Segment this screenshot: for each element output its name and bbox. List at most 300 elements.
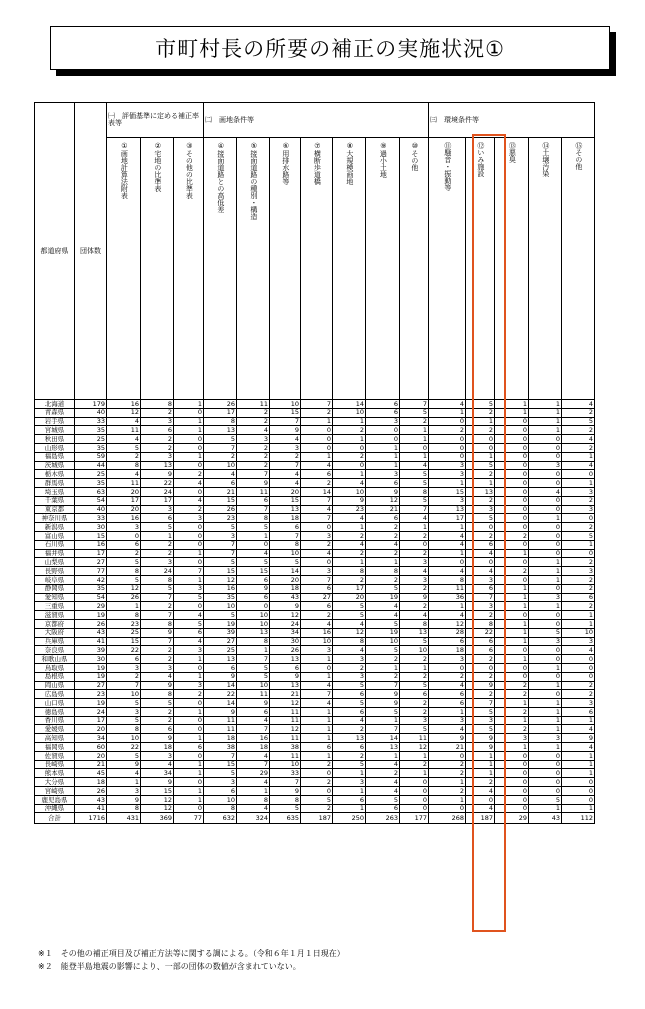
value-cell: 18 (204, 734, 237, 743)
value-cell: 1 (466, 751, 495, 760)
value-cell: 3 (174, 514, 204, 523)
value-cell: 1 (466, 760, 495, 769)
value-cell: 187 (466, 813, 495, 824)
table-row (35, 760, 595, 769)
value-cell: 20 (333, 593, 366, 602)
value-cell: 4 (333, 540, 366, 549)
value-cell: 0 (529, 584, 562, 593)
value-cell: 1 (529, 743, 562, 752)
value-cell: 0 (495, 417, 529, 426)
column-header-label: ⑪騒音・振動等 (443, 142, 452, 191)
column-header (562, 138, 595, 400)
table-row (35, 593, 595, 602)
value-cell: 3 (495, 734, 529, 743)
footnote: ※２ 能登半島地震の影響により、一部の団体の数値が含まれていない。 (38, 962, 301, 971)
value-cell: 2 (429, 769, 466, 778)
prefecture-cell: 長崎県 (35, 760, 75, 769)
value-cell: 26 (107, 593, 141, 602)
value-cell: 1 (174, 707, 204, 716)
value-cell: 0 (400, 540, 429, 549)
value-cell: 1 (141, 531, 174, 540)
value-cell: 8 (237, 795, 270, 804)
value-cell: 1 (366, 716, 400, 725)
value-cell: 3 (141, 558, 174, 567)
value-cell: 2 (301, 611, 333, 620)
value-cell: 26 (75, 619, 107, 628)
value-cell: 0 (495, 505, 529, 514)
value-cell: 1 (429, 408, 466, 417)
value-cell: 25 (204, 646, 237, 655)
value-cell: 8 (204, 804, 237, 813)
value-cell: 3 (429, 470, 466, 479)
value-cell: 5 (366, 619, 400, 628)
value-cell: 35 (204, 593, 237, 602)
value-cell: 4 (562, 400, 595, 409)
value-cell: 4 (466, 549, 495, 558)
value-cell: 1 (495, 602, 529, 611)
value-cell: 3 (107, 663, 141, 672)
prefecture-cell: 合計 (35, 813, 75, 824)
table-row (35, 769, 595, 778)
value-cell: 4 (270, 435, 301, 444)
value-cell: 9 (237, 699, 270, 708)
value-cell: 1 (429, 778, 466, 787)
table-row (35, 540, 595, 549)
value-cell: 1 (174, 760, 204, 769)
value-cell: 2 (466, 672, 495, 681)
value-cell: 9 (366, 699, 400, 708)
value-cell: 0 (495, 426, 529, 435)
value-cell: 6 (301, 470, 333, 479)
value-cell: 10 (107, 734, 141, 743)
value-cell: 4 (107, 417, 141, 426)
value-cell: 2 (237, 417, 270, 426)
value-cell: 5 (466, 461, 495, 470)
value-cell: 0 (529, 646, 562, 655)
table-row (35, 804, 595, 813)
prefecture-cell: 宮城県 (35, 426, 75, 435)
value-cell: 0 (400, 787, 429, 796)
value-cell: 2 (333, 426, 366, 435)
value-cell: 0 (529, 760, 562, 769)
value-cell: 13 (270, 681, 301, 690)
value-cell: 7 (204, 443, 237, 452)
value-cell: 5 (333, 699, 366, 708)
value-cell: 9 (466, 681, 495, 690)
value-cell: 4 (366, 760, 400, 769)
table-row (35, 400, 595, 409)
value-cell: 3 (301, 531, 333, 540)
value-cell: 35 (75, 479, 107, 488)
value-cell: 24 (75, 707, 107, 716)
value-cell: 11 (237, 400, 270, 409)
value-cell: 7 (237, 470, 270, 479)
table-row (35, 417, 595, 426)
value-cell: 7 (301, 400, 333, 409)
value-cell: 0 (174, 699, 204, 708)
value-cell: 0 (495, 452, 529, 461)
value-cell: 7 (141, 611, 174, 620)
value-cell: 2 (366, 523, 400, 532)
table-row (35, 470, 595, 479)
value-cell: 1 (301, 452, 333, 461)
value-cell: 5 (174, 619, 204, 628)
value-cell: 20 (107, 487, 141, 496)
value-cell: 2 (466, 611, 495, 620)
value-cell: 54 (75, 593, 107, 602)
value-cell: 4 (400, 514, 429, 523)
value-cell: 0 (174, 778, 204, 787)
value-cell: 2 (301, 804, 333, 813)
value-cell: 1 (301, 417, 333, 426)
value-cell: 14 (333, 400, 366, 409)
value-cell: 4 (562, 743, 595, 752)
value-cell: 5 (204, 611, 237, 620)
value-cell: 9 (141, 681, 174, 690)
value-cell: 8 (107, 804, 141, 813)
value-cell: 14 (301, 487, 333, 496)
value-cell: 4 (107, 435, 141, 444)
value-cell: 1 (466, 417, 495, 426)
group-header-environment: ㈢ 環境条件等 (429, 103, 595, 138)
value-cell: 0 (495, 558, 529, 567)
value-cell: 2 (366, 672, 400, 681)
value-cell: 9 (562, 734, 595, 743)
value-cell: 1 (301, 751, 333, 760)
value-cell: 0 (562, 549, 595, 558)
value-cell: 0 (562, 655, 595, 664)
value-cell: 40 (75, 505, 107, 514)
value-cell: 0 (495, 672, 529, 681)
value-cell: 2 (141, 549, 174, 558)
header-count: 団体数 (75, 103, 107, 400)
value-cell: 6 (429, 699, 466, 708)
value-cell: 1 (174, 400, 204, 409)
prefecture-cell: 三重県 (35, 602, 75, 611)
value-cell: 16 (107, 514, 141, 523)
value-cell: 0 (495, 611, 529, 620)
value-cell: 10 (204, 795, 237, 804)
prefecture-cell: 福岡県 (35, 743, 75, 752)
value-cell: 2 (562, 558, 595, 567)
value-cell: 1 (429, 523, 466, 532)
value-cell: 9 (270, 602, 301, 611)
data-table (34, 102, 595, 824)
value-cell: 13 (204, 655, 237, 664)
value-cell: 1 (562, 479, 595, 488)
prefecture-cell: 静岡県 (35, 584, 75, 593)
value-cell: 7 (466, 593, 495, 602)
value-cell: 2 (141, 646, 174, 655)
value-cell: 21 (429, 743, 466, 752)
prefecture-cell: 山梨県 (35, 558, 75, 567)
prefecture-cell: 長野県 (35, 567, 75, 576)
value-cell: 4 (562, 725, 595, 734)
value-cell: 18 (270, 514, 301, 523)
value-cell: 8 (141, 690, 174, 699)
value-cell: 1 (301, 707, 333, 716)
value-cell: 35 (75, 443, 107, 452)
value-cell: 8 (333, 567, 366, 576)
value-cell: 4 (333, 619, 366, 628)
value-cell: 22 (466, 628, 495, 637)
value-cell: 1 (400, 435, 429, 444)
column-header (174, 138, 204, 400)
value-cell: 1 (301, 655, 333, 664)
value-cell: 0 (174, 540, 204, 549)
value-cell: 17 (204, 408, 237, 417)
value-cell: 34 (270, 628, 301, 637)
value-cell: 17 (141, 496, 174, 505)
value-cell: 0 (366, 435, 400, 444)
value-cell: 45 (75, 769, 107, 778)
value-cell: 12 (270, 611, 301, 620)
value-cell: 7 (237, 760, 270, 769)
value-cell: 15 (204, 496, 237, 505)
value-cell: 13 (400, 628, 429, 637)
value-cell: 3 (204, 778, 237, 787)
value-cell: 8 (400, 487, 429, 496)
value-cell: 6 (333, 795, 366, 804)
value-cell: 9 (204, 707, 237, 716)
value-cell: 17 (429, 514, 466, 523)
value-cell: 21 (75, 760, 107, 769)
value-cell: 18 (237, 743, 270, 752)
value-cell: 5 (107, 558, 141, 567)
value-cell: 3 (366, 417, 400, 426)
value-cell: 8 (270, 795, 301, 804)
value-cell: 3 (141, 417, 174, 426)
value-cell: 4 (562, 646, 595, 655)
value-cell: 0 (495, 769, 529, 778)
value-cell: 0 (429, 417, 466, 426)
value-cell: 9 (366, 690, 400, 699)
value-cell: 0 (174, 487, 204, 496)
value-cell: 9 (270, 672, 301, 681)
value-cell: 4 (237, 426, 270, 435)
value-cell: 2 (141, 435, 174, 444)
value-cell: 2 (562, 523, 595, 532)
value-cell: 3 (107, 523, 141, 532)
value-cell: 8 (107, 567, 141, 576)
value-cell: 21 (366, 505, 400, 514)
value-cell: 10 (366, 637, 400, 646)
value-cell: 23 (107, 619, 141, 628)
value-cell: 35 (75, 426, 107, 435)
value-cell: 7 (400, 400, 429, 409)
value-cell: 0 (466, 443, 495, 452)
prefecture-cell: 愛知県 (35, 593, 75, 602)
column-header-label: ⑥用排水路等 (281, 142, 290, 185)
value-cell: 1 (495, 716, 529, 725)
value-cell: 0 (495, 540, 529, 549)
value-cell: 8 (429, 575, 466, 584)
value-cell: 0 (529, 540, 562, 549)
table-row (35, 496, 595, 505)
value-cell: 11 (270, 751, 301, 760)
column-header-label: ④接面道路との高低差 (216, 142, 225, 213)
column-header (529, 138, 562, 400)
value-cell: 0 (495, 496, 529, 505)
value-cell: 44 (75, 461, 107, 470)
value-cell: 4 (174, 479, 204, 488)
value-cell: 4 (333, 514, 366, 523)
value-cell: 5 (466, 707, 495, 716)
table-row (35, 699, 595, 708)
prefecture-cell: 鹿児島県 (35, 795, 75, 804)
value-cell: 1 (466, 479, 495, 488)
value-cell: 1 (562, 760, 595, 769)
value-cell: 5 (204, 769, 237, 778)
value-cell: 0 (495, 795, 529, 804)
value-cell: 2 (333, 549, 366, 558)
value-cell: 0 (107, 531, 141, 540)
value-cell: 29 (75, 602, 107, 611)
value-cell: 2 (204, 452, 237, 461)
value-cell: 1 (429, 549, 466, 558)
value-cell: 6 (466, 540, 495, 549)
value-cell: 2 (107, 549, 141, 558)
value-cell: 10 (301, 637, 333, 646)
value-cell: 6 (237, 575, 270, 584)
value-cell: 13 (270, 655, 301, 664)
value-cell: 19 (75, 672, 107, 681)
value-cell: 9 (141, 778, 174, 787)
value-cell: 6 (237, 496, 270, 505)
prefecture-cell: 徳島県 (35, 707, 75, 716)
value-cell: 29 (495, 813, 529, 824)
column-header (301, 138, 333, 400)
value-cell: 8 (270, 540, 301, 549)
value-cell: 3 (466, 575, 495, 584)
value-cell: 0 (529, 611, 562, 620)
value-cell: 9 (107, 795, 141, 804)
value-cell: 9 (466, 743, 495, 752)
value-cell: 5 (529, 628, 562, 637)
value-cell: 6 (366, 408, 400, 417)
value-cell: 2 (466, 470, 495, 479)
value-cell: 1 (529, 804, 562, 813)
value-cell: 15 (270, 408, 301, 417)
value-cell: 30 (75, 655, 107, 664)
value-cell: 3 (174, 584, 204, 593)
value-cell: 7 (301, 575, 333, 584)
table-row (35, 575, 595, 584)
value-cell: 15 (204, 567, 237, 576)
value-cell: 4 (237, 778, 270, 787)
value-cell: 4 (174, 496, 204, 505)
value-cell: 12 (204, 575, 237, 584)
value-cell: 2 (466, 531, 495, 540)
value-cell: 0 (529, 470, 562, 479)
value-cell: 1 (107, 778, 141, 787)
value-cell: 2 (562, 426, 595, 435)
value-cell: 5 (466, 514, 495, 523)
value-cell: 3 (400, 575, 429, 584)
value-cell: 2 (400, 760, 429, 769)
value-cell: 22 (107, 743, 141, 752)
value-cell: 14 (366, 734, 400, 743)
value-cell: 11 (429, 584, 466, 593)
value-cell: 1 (495, 400, 529, 409)
value-cell: 0 (529, 452, 562, 461)
value-cell: 3 (301, 567, 333, 576)
value-cell: 6 (301, 602, 333, 611)
value-cell: 2 (400, 584, 429, 593)
total-row (35, 813, 595, 824)
value-cell: 0 (529, 778, 562, 787)
value-cell: 2 (429, 760, 466, 769)
value-cell: 2 (333, 575, 366, 584)
value-cell: 179 (75, 400, 107, 409)
value-cell: 1 (333, 417, 366, 426)
value-cell: 39 (204, 628, 237, 637)
value-cell: 1 (333, 787, 366, 796)
value-cell: 3 (237, 435, 270, 444)
column-header-label: ①画地計算法附表 (120, 142, 129, 199)
value-cell: 4 (301, 699, 333, 708)
value-cell: 5 (301, 795, 333, 804)
footnote: ※１ その他の補正項目及び補正方法等に関する調による。（令和６年１月１日現在） (38, 949, 345, 958)
value-cell: 2 (107, 672, 141, 681)
value-cell: 1 (333, 769, 366, 778)
value-cell: 3 (141, 751, 174, 760)
column-header-label: ⑨過小土地 (379, 142, 388, 178)
value-cell: 2 (301, 778, 333, 787)
value-cell: 4 (400, 611, 429, 620)
prefecture-cell: 茨城県 (35, 461, 75, 470)
table-row (35, 584, 595, 593)
table-row (35, 743, 595, 752)
value-cell: 1 (400, 663, 429, 672)
table-row (35, 549, 595, 558)
value-cell: 6 (333, 690, 366, 699)
table-row (35, 795, 595, 804)
value-cell: 4 (333, 479, 366, 488)
value-cell: 4 (400, 567, 429, 576)
value-cell: 0 (174, 804, 204, 813)
value-cell: 12 (429, 619, 466, 628)
value-cell: 0 (562, 470, 595, 479)
value-cell: 30 (270, 637, 301, 646)
value-cell: 1 (529, 558, 562, 567)
value-cell: 2 (141, 443, 174, 452)
value-cell: 5 (174, 593, 204, 602)
value-cell: 1 (495, 655, 529, 664)
value-cell: 2 (466, 655, 495, 664)
value-cell: 2 (107, 452, 141, 461)
value-cell: 10 (107, 690, 141, 699)
value-cell: 2 (562, 690, 595, 699)
value-cell: 25 (75, 435, 107, 444)
value-cell: 5 (204, 523, 237, 532)
value-cell: 2 (495, 567, 529, 576)
value-cell: 1 (400, 769, 429, 778)
value-cell: 2 (400, 699, 429, 708)
value-cell: 0 (495, 787, 529, 796)
value-cell: 7 (270, 461, 301, 470)
value-cell: 1 (529, 707, 562, 716)
value-cell: 43 (270, 593, 301, 602)
value-cell: 1 (333, 523, 366, 532)
value-cell: 0 (495, 443, 529, 452)
value-cell: 4 (366, 778, 400, 787)
value-cell: 19 (75, 699, 107, 708)
value-cell: 13 (333, 734, 366, 743)
value-cell: 42 (75, 575, 107, 584)
value-cell: 11 (400, 734, 429, 743)
value-cell: 12 (141, 795, 174, 804)
